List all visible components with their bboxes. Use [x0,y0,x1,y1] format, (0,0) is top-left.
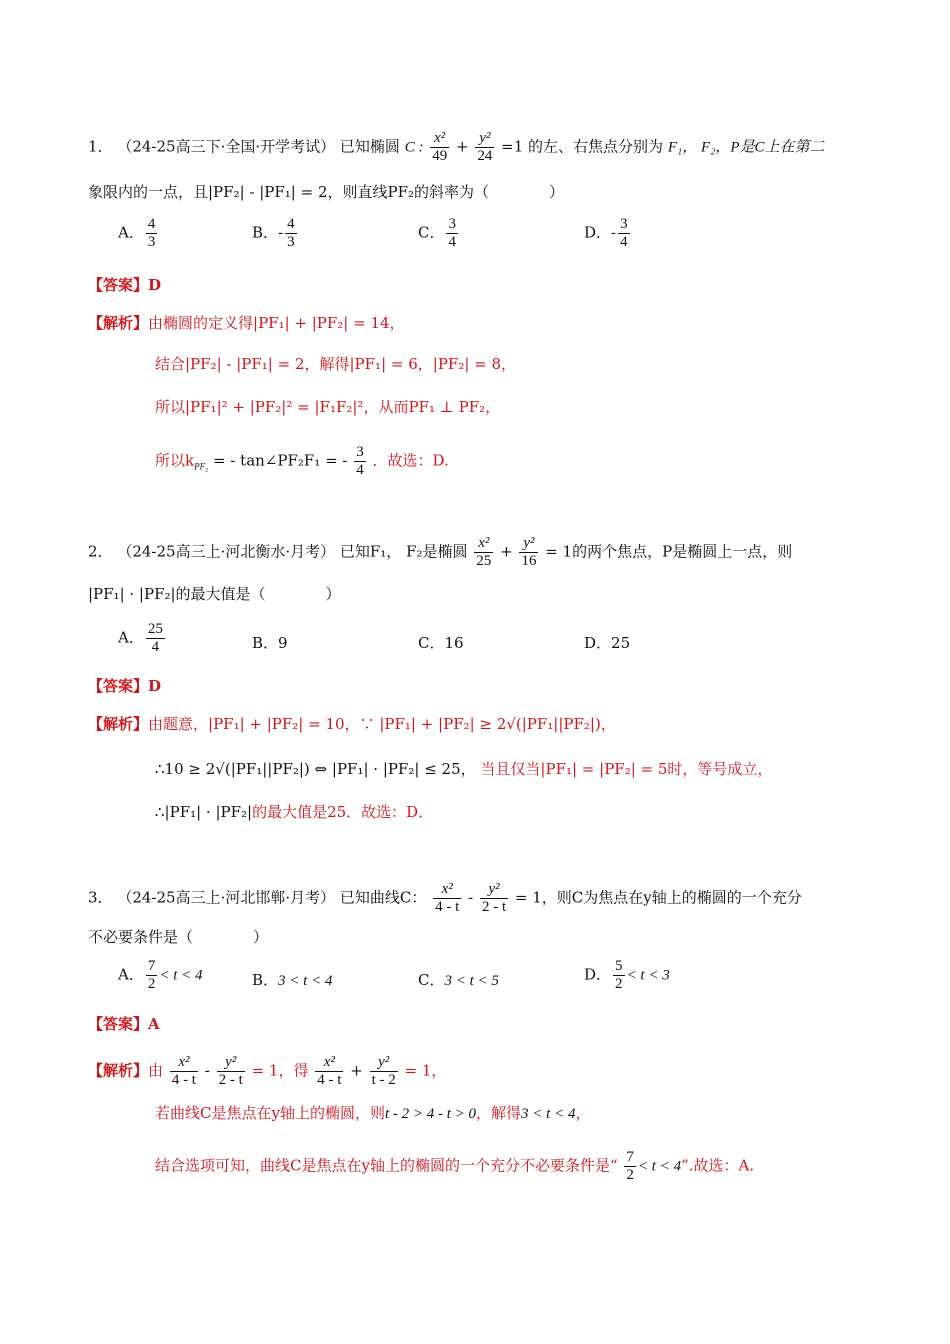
option-c[interactable]: C．3 < t < 5 [418,971,499,989]
analysis-line: ∴|PF₁| · |PF₂|的最大值是25．故选：D． [155,803,434,821]
answer-value: D [148,276,162,294]
analysis-tag: 【解析】 [88,715,149,733]
problem-2-stem-line1: 2． （24-25高三上·河北衡水·月考） 已知F₁， F₂是椭圆 $\frac{\text{x²}}{25}$ + $\frac{\text{y²}}{16}$ = 1的两个焦点，P是椭圆上一点，则 [88,535,793,569]
analysis-tag: 【解析】 [88,314,149,332]
analysis-text: 结合|PF₂| - |PF₁| = 2，解得|PF₁| = 6，|PF₂| = 8， [155,355,517,373]
stem-text: 已知曲线C： [339,888,427,907]
problem-number: 1． [88,137,113,156]
ellipse-y-fraction: $\frac{\text{y²}}{24}$ [477,130,493,164]
answer-tag: 【答案】 [88,677,149,695]
answer-line [88,675,161,697]
option-d[interactable]: D．- $\frac{3}{4}$ [584,216,628,250]
stem-text: 的左、右焦点分别为 [528,137,664,156]
option-a[interactable]: A． $\frac{25}{4}$ [118,621,163,655]
answer-value: A [148,1015,160,1033]
answer-line [88,1013,160,1035]
ellipse-label: C : [404,139,424,156]
analysis-line: 结合选项可知，曲线C是焦点在y轴上的椭圆的一个充分不必要条件是“ $\frac{7}{2}$ < t < 4”.故选：A. [155,1149,755,1183]
problem-3-stem-line2: 不必要条件是（ ） [88,928,269,946]
problem-number: 2． [88,542,113,561]
analysis-line: ∴10 ≥ 2√(|PF₁||PF₂|) ⇔ |PF₁| · |PF₂| ≤ 25， 当且仅当|PF₁| = |PF₂| = 5时，等号成立， [155,760,773,778]
analysis-text: 由题意，|PF₁| + |PF₂| = 10，∵ |PF₁| + |PF₂| ≥ 2√(|PF₁||PF₂|)， [148,715,616,733]
analysis-line: 【解析】由 $\frac{\text{x²}}{4 - t}$ - $\frac{\text{y²}}{2 - t}$ = 1，得 $\frac{\text{x²}}{4 - t}$ + $\frac{\text{y²}}{t - 2}$ = 1， [88,1054,447,1088]
problem-source: （24-25高三上·河北衡水·月考） [117,542,336,561]
analysis-tag: 【解析】 [88,1061,149,1080]
problem-1-stem-line1: 1． （24-25高三下·全国·开学考试） 已知椭圆 C : $\frac{\text{x²}}{49}$ + $\frac{\text{y²}}{24}$ =1 的左、右焦点分别为 F₁， F₂，P是C上在第二 [88,130,825,164]
option-a[interactable]: A． $\frac{7}{2}$ < t < 4 [118,958,203,992]
problem-3-stem-line1: 3． （24-25高三上·河北邯郸·月考） 已知曲线C： $\frac{\text{x²}}{4 - t}$ - $\frac{\text{y²}}{2 - t}$ = 1，则C为焦点在y轴上的椭圆的一个充分 [88,881,802,915]
curve-x-fraction: $\frac{\text{x²}}{4 - t}$ [435,881,460,915]
problem-source: （24-25高三上·河北邯郸·月考） [117,888,336,907]
stem-text: 已知F₁， F₂是椭圆 [339,542,468,561]
answer-line [88,274,161,296]
analysis-line [88,312,405,334]
answer-tag: 【答案】 [88,276,149,294]
stem-text: F₁， F₂，P是C上在第二 [667,139,825,156]
problem-2-stem-line2: |PF₁| · |PF₂|的最大值是（ ） [88,585,341,603]
problem-1-stem-line2: 象限内的一点，且|PF₂| - |PF₁| = 2，则直线PF₂的斜率为（ ） [88,183,565,201]
ellipse-y-fraction: $\frac{\text{y²}}{16}$ [521,535,537,569]
option-c[interactable]: C．16 [418,634,464,652]
curve-y-fraction: $\frac{\text{y²}}{2 - t}$ [481,881,507,915]
stem-text: = 1的两个焦点，P是椭圆上一点，则 [545,542,793,561]
ellipse-x-fraction: $\frac{\text{x²}}{49}$ [432,130,448,164]
option-c[interactable]: C． $\frac{3}{4}$ [418,216,456,250]
analysis-slope-line: 所以$k_{PF_2}$ = - tan∠PF₂F₁ = - $\frac{3}{4}$ ．故选：D. [155,444,449,478]
problem-number: 3． [88,888,113,907]
option-d[interactable]: D． $\frac{5}{2}$ < t < 3 [584,958,670,992]
analysis-text: 所以|PF₁|² + |PF₂|² = |F₁F₂|²，从而PF₁ ⊥ PF₂， [155,398,501,416]
stem-text: = 1，则C为焦点在y轴上的椭圆的一个充分 [514,888,802,907]
answer-tag: 【答案】 [88,1015,149,1033]
stem-text: 已知椭圆 [339,137,400,156]
problem-source: （24-25高三下·全国·开学考试） [117,137,336,156]
option-a[interactable]: A． $\frac{4}{3}$ [118,216,156,250]
option-b[interactable]: B．3 < t < 4 [252,971,333,989]
analysis-text: 由椭圆的定义得|PF₁| + |PF₂| = 14， [148,314,405,332]
option-b[interactable]: B．9 [252,634,288,652]
option-b[interactable]: B．- $\frac{4}{3}$ [252,216,295,250]
analysis-line: 若曲线C是焦点在y轴上的椭圆，则t - 2 > 4 - t > 0，解得3 < t < 4， [155,1104,591,1122]
analysis-line [88,713,616,735]
ellipse-x-fraction: $\frac{\text{x²}}{25}$ [476,535,492,569]
option-d[interactable]: D．25 [584,634,631,652]
answer-value: D [148,677,162,695]
